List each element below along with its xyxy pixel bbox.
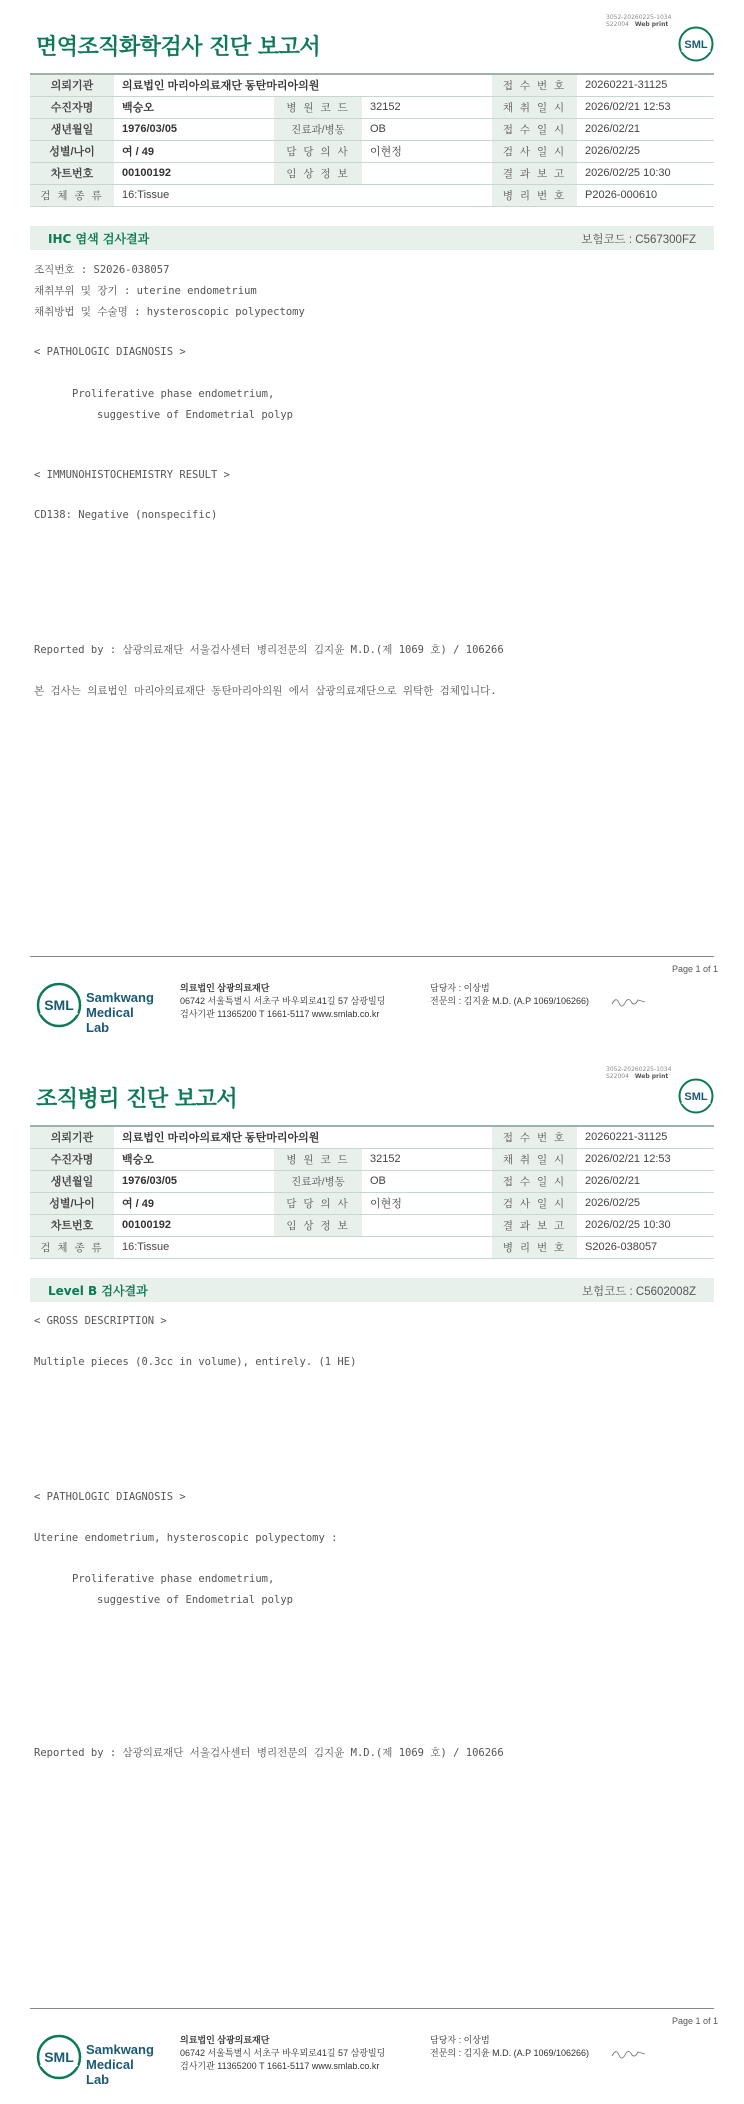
value-accession-number: 20260221-31125 — [577, 74, 714, 96]
referral-note-line: 본 검사는 의료법인 마리아의료재단 동탄마리아의원 에서 삼광의료재단으로 위탁한 검체입니다. — [34, 685, 497, 697]
organization-contact: 검사기관 11365200 T 1661-5117 www.smlab.co.kr — [180, 1009, 380, 1019]
label-physician: 담 당 의 사 — [274, 140, 362, 162]
label-birth-date: 생년월일 — [30, 118, 114, 140]
reported-by-line: Reported by : 삼광의료재단 서울검사센터 병리전문의 김지윤 M.D.(제 1069 호) / 106266 — [34, 644, 504, 656]
label-patient-name: 수진자명 — [30, 96, 114, 118]
label-received-date: 접 수 일 시 — [492, 118, 577, 140]
value-chart-number: 00100192 — [114, 1214, 274, 1236]
label-test-date: 검 사 일 시 — [492, 140, 577, 162]
sml-logo-text: SML — [44, 997, 74, 1013]
print-code — [606, 1066, 671, 1080]
value-physician: 이현정 — [362, 140, 492, 162]
label-requesting-institution: 의뢰기관 — [30, 1126, 114, 1148]
organization-info — [180, 2034, 385, 2073]
label-specimen-type: 검 체 종 류 — [30, 1236, 114, 1258]
label-result-report: 결 과 보 고 — [492, 1214, 577, 1236]
organization-address: 06742 서울특별시 서초구 바우뫼로41길 57 삼광빌딩 — [180, 2048, 386, 2058]
pathology-report-page — [0, 1052, 744, 2104]
label-pathology-number: 병 리 번 호 — [492, 1236, 577, 1258]
patient-info-table — [30, 73, 714, 207]
table-row — [30, 1170, 714, 1192]
section-header — [30, 226, 714, 250]
label-department: 진료과/병동 — [274, 1170, 362, 1192]
table-row — [30, 184, 714, 206]
table-row — [30, 140, 714, 162]
print-code-id: S22004 — [606, 21, 629, 28]
table-row — [30, 1148, 714, 1170]
section-header — [30, 1278, 714, 1302]
sml-logo-text: SML — [684, 1091, 708, 1103]
sml-logo-text: SML — [684, 39, 708, 51]
specimen-number-line: 조직번호 : S2026-038057 — [34, 264, 170, 276]
organization-name: 의료법인 삼광의료재단 — [180, 983, 270, 993]
print-code-id: S22004 — [606, 1073, 629, 1080]
ihc-result-header: < IMMUNOHISTOCHEMISTRY RESULT > — [34, 469, 230, 481]
value-pathology-number: P2026-000610 — [577, 184, 714, 206]
table-row — [30, 162, 714, 184]
organization-info — [180, 982, 385, 1021]
report-title: 조직병리 진단 보고서 — [36, 1087, 238, 1112]
label-hospital-code: 병 원 코 드 — [274, 1148, 362, 1170]
label-result-report: 결 과 보 고 — [492, 162, 577, 184]
logo-text-line1: Samkwang — [86, 990, 154, 1005]
value-received-date: 2026/02/21 — [577, 1170, 714, 1192]
label-requesting-institution: 의뢰기관 — [30, 74, 114, 96]
footer-divider — [30, 2008, 714, 2009]
web-print-label: Web print — [634, 21, 669, 28]
signature-image — [610, 2046, 648, 2060]
page-number: Page 1 of 1 — [672, 2016, 719, 2026]
label-collection-time: 채 취 일 시 — [492, 96, 577, 118]
label-birth-date: 생년월일 — [30, 1170, 114, 1192]
footer-divider — [30, 956, 714, 957]
value-hospital-code: 32152 — [362, 1148, 492, 1170]
patient-info-table — [30, 1125, 714, 1259]
value-physician: 이현정 — [362, 1192, 492, 1214]
signature-image — [610, 994, 648, 1008]
value-sex-age: 여 / 49 — [114, 1192, 274, 1214]
sml-logo-text: SML — [44, 2049, 74, 2065]
ihc-result-line: CD138: Negative (nonspecific) — [34, 509, 218, 521]
collection-site-line: 채취부위 및 장기 : uterine endometrium — [34, 285, 257, 297]
insurance-code: 보험코드 : C5602008Z — [581, 1286, 696, 1298]
value-requesting-institution: 의료법인 마리아의료재단 동탄마리아의원 — [114, 1126, 492, 1148]
value-birth-date: 1976/03/05 — [114, 118, 274, 140]
sml-logo-icon — [36, 982, 82, 1028]
label-specimen-type: 검 체 종 류 — [30, 184, 114, 206]
logo-text-line1: Samkwang — [86, 2042, 154, 2057]
page-number: Page 1 of 1 — [672, 964, 719, 974]
print-code-line: 3052-20260225-1034 — [606, 14, 672, 21]
label-sex-age: 성별/나이 — [30, 1192, 114, 1214]
diagnosis-line: suggestive of Endometrial polyp — [97, 1594, 293, 1606]
gross-description-header: < GROSS DESCRIPTION > — [34, 1315, 167, 1327]
organization-name: 의료법인 삼광의료재단 — [180, 2035, 270, 2045]
report-title: 면역조직화학검사 진단 보고서 — [36, 35, 321, 60]
label-clinical-info: 임 상 정 보 — [274, 162, 362, 184]
samkwang-logo — [36, 980, 156, 1035]
label-chart-number: 차트번호 — [30, 1214, 114, 1236]
value-specimen-type: 16:Tissue — [114, 1236, 492, 1258]
diagnosis-line: Proliferative phase endometrium, — [72, 388, 275, 400]
value-collection-time: 2026/02/21 12:53 — [577, 96, 714, 118]
insurance-code: 보험코드 : C567300FZ — [581, 234, 696, 246]
table-row — [30, 1126, 714, 1148]
table-row — [30, 118, 714, 140]
value-patient-name: 백승오 — [114, 1148, 274, 1170]
label-patient-name: 수진자명 — [30, 1148, 114, 1170]
value-sex-age: 여 / 49 — [114, 140, 274, 162]
value-result-report: 2026/02/25 10:30 — [577, 1214, 714, 1236]
print-code-line: 3052-20260225-1034 — [606, 1066, 672, 1073]
section-title: Level B 검사결과 — [48, 1284, 148, 1298]
value-result-report: 2026/02/25 10:30 — [577, 162, 714, 184]
label-accession-number: 접 수 번 호 — [492, 1126, 577, 1148]
value-department: OB — [362, 1170, 492, 1192]
diagnosis-header: < PATHOLOGIC DIAGNOSIS > — [34, 1491, 186, 1503]
gross-description-line: Multiple pieces (0.3cc in volume), entirely. (1 HE) — [34, 1356, 357, 1368]
label-hospital-code: 병 원 코 드 — [274, 96, 362, 118]
value-pathology-number: S2026-038057 — [577, 1236, 714, 1258]
table-row — [30, 1236, 714, 1258]
value-test-date: 2026/02/25 — [577, 1192, 714, 1214]
diagnosis-header: < PATHOLOGIC DIAGNOSIS > — [34, 346, 186, 358]
collection-method-line: 채취방법 및 수술명 : hysteroscopic polypectomy — [34, 306, 305, 318]
section-title: IHC 염색 검사결과 — [48, 232, 150, 246]
value-birth-date: 1976/03/05 — [114, 1170, 274, 1192]
samkwang-logo — [36, 2032, 156, 2087]
signatory-info — [430, 2034, 589, 2060]
logo-text-line2: Medical Lab — [86, 2057, 134, 2087]
diagnosis-line: suggestive of Endometrial polyp — [97, 409, 293, 421]
diagnosis-line: Uterine endometrium, hysteroscopic polypectomy : — [34, 1532, 338, 1544]
value-patient-name: 백승오 — [114, 96, 274, 118]
table-row — [30, 1192, 714, 1214]
reported-by-line: Reported by : 삼광의료재단 서울검사센터 병리전문의 김지윤 M.D.(제 1069 호) / 106266 — [34, 1747, 504, 1759]
label-pathology-number: 병 리 번 호 — [492, 184, 577, 206]
label-department: 진료과/병동 — [274, 118, 362, 140]
table-row — [30, 96, 714, 118]
diagnosis-line: Proliferative phase endometrium, — [72, 1573, 275, 1585]
value-requesting-institution: 의료법인 마리아의료재단 동탄마리아의원 — [114, 74, 492, 96]
value-hospital-code: 32152 — [362, 96, 492, 118]
value-specimen-type: 16:Tissue — [114, 184, 492, 206]
value-chart-number: 00100192 — [114, 162, 274, 184]
value-received-date: 2026/02/21 — [577, 118, 714, 140]
value-accession-number: 20260221-31125 — [577, 1126, 714, 1148]
table-row — [30, 74, 714, 96]
signatory-info — [430, 982, 589, 1008]
manager-line: 담당자 : 이상범 — [430, 983, 490, 993]
manager-line: 담당자 : 이상범 — [430, 2035, 490, 2045]
label-physician: 담 당 의 사 — [274, 1192, 362, 1214]
sml-logo-icon — [678, 26, 714, 62]
organization-contact: 검사기관 11365200 T 1661-5117 www.smlab.co.kr — [180, 2061, 380, 2071]
table-row — [30, 1214, 714, 1236]
organization-address: 06742 서울특별시 서초구 바우뫼로41길 57 삼광빌딩 — [180, 996, 386, 1006]
label-received-date: 접 수 일 시 — [492, 1170, 577, 1192]
sml-logo-icon — [36, 2034, 82, 2080]
logo-text-line2: Medical Lab — [86, 1005, 134, 1035]
print-code — [606, 14, 671, 28]
label-sex-age: 성별/나이 — [30, 140, 114, 162]
label-collection-time: 채 취 일 시 — [492, 1148, 577, 1170]
label-accession-number: 접 수 번 호 — [492, 74, 577, 96]
value-test-date: 2026/02/25 — [577, 140, 714, 162]
value-collection-time: 2026/02/21 12:53 — [577, 1148, 714, 1170]
specialist-line: 전문의 : 김지윤 M.D. (A.P 1069/106266) — [430, 2048, 590, 2058]
sml-logo-icon — [678, 1078, 714, 1114]
web-print-label: Web print — [634, 1073, 669, 1080]
label-chart-number: 차트번호 — [30, 162, 114, 184]
label-clinical-info: 임 상 정 보 — [274, 1214, 362, 1236]
specialist-line: 전문의 : 김지윤 M.D. (A.P 1069/106266) — [430, 996, 590, 1006]
value-clinical-info — [362, 162, 492, 184]
label-test-date: 검 사 일 시 — [492, 1192, 577, 1214]
value-clinical-info — [362, 1214, 492, 1236]
value-department: OB — [362, 118, 492, 140]
